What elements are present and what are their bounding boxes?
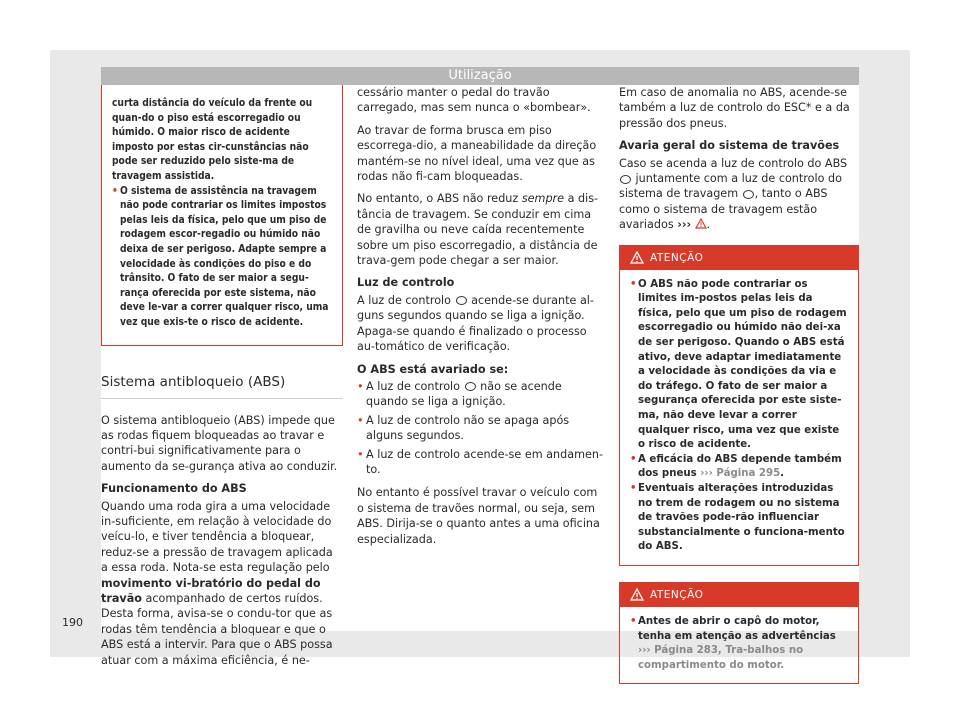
chapter-header: Utilização xyxy=(101,67,859,85)
subheading: O ABS está avariado se: xyxy=(357,362,509,376)
bullet-icon: • xyxy=(630,453,637,465)
list-item: • A luz de controlo acende-se em andamen-to. xyxy=(357,447,603,476)
warning-header xyxy=(620,246,858,270)
paragraph: Quando uma roda gira a uma velocidade in-suficiente, em relação à velocidade do veícu-lo, e tiver tendência a bloquear, reduz-se a pressão de travagem aplicada a essa roda. Nota-se esta regulação pelo movimento vi-bratório do pedal do travão acompanhado de certos ruídos. Desta forma, avisa-se o condu-tor que as rodas têm tendência a bloquear e que o ABS está a intervir. Para que o ABS possa atuar com a máxima eficiência, é ne- xyxy=(101,499,333,667)
warning-box-continuation xyxy=(101,85,343,346)
bullet-icon: • xyxy=(112,185,118,197)
warning-bullet: • Antes de abrir o capô do motor, tenha em atenção as advertências ››› Página 283, Tra-balhos no compartimento do motor. xyxy=(630,615,848,673)
page-content xyxy=(101,85,859,671)
abs-warning-lamp-icon xyxy=(465,382,476,391)
warning-heading: ATENÇÃO xyxy=(650,588,704,601)
warning-box xyxy=(619,582,859,684)
warning-bullet: • Eventuais alterações introduzidas no trem de rodagem ou no sistema de travões pode-rão influenciar substancialmente o funciona-mento do ABS. xyxy=(630,482,848,555)
emphasis-text: sempre xyxy=(521,192,565,206)
subheading: Luz de controlo xyxy=(357,276,455,290)
warning-bullet-text: O sistema de assistência na travagem não pode contrariar os limites impostos pelas leis da física, pelo que um piso de rodagem escor-regadio ou húmido não deixa de ser perigoso. Adapte sempre a velocidade às condições do piso e do trânsito. O fato de ser maior a segu-rança oferecida por este sistema, não deve le-var a correr qualquer risco, uma vez que exis-te o risco de acidente. xyxy=(120,185,329,328)
warning-body xyxy=(620,270,858,565)
warning-bullet xyxy=(112,185,332,331)
warning-header xyxy=(620,583,858,607)
subheading: Avaria geral do sistema de travões xyxy=(619,139,840,153)
warning-text: curta distância do veículo da frente ou quan-do o piso está escorregadio ou húmido. O maior risco de acidente imposto por estas cir-cunstâncias não pode ser reduzido pelo siste-ma de travagem assistida. xyxy=(112,98,313,182)
column-1 xyxy=(101,85,343,675)
warning-bullet: • A eficácia do ABS depende também dos pneus ››› Página 295. xyxy=(630,453,848,482)
paragraph: No entanto é possível travar o veículo com o sistema de travões normal, ou seja, sem ABS. Dirija-se o quanto antes a uma oficina especializada. xyxy=(357,486,600,546)
bullet-icon: • xyxy=(630,482,637,494)
abs-warning-lamp-icon xyxy=(456,296,467,305)
warning-heading: ATENÇÃO xyxy=(650,251,704,264)
subheading: Funcionamento do ABS xyxy=(101,482,247,496)
bullet-icon: • xyxy=(357,413,364,427)
page-reference-link[interactable]: ››› Página 283, Tra-balhos no compartimento do motor. xyxy=(638,645,804,671)
paragraph: Caso se acenda a luz de controlo do ABS juntamente com a luz de controlo do sistema de travagem , tanto o ABS como o sistema de travagem estão avariados ››› . xyxy=(619,156,848,232)
page-reference-link[interactable]: ››› Página 295 xyxy=(700,468,781,480)
list-item: • A luz de controlo não se apaga após alguns segundos. xyxy=(357,413,570,443)
emphasis-text: movimento vi-bratório do pedal do travão xyxy=(101,576,321,605)
column-3 xyxy=(619,85,859,684)
column-2 xyxy=(357,85,605,554)
warning-box xyxy=(619,245,859,566)
bullet-icon: • xyxy=(357,379,364,393)
bullet-icon: • xyxy=(357,447,364,461)
paragraph: cessário manter o pedal do travão carregado, mas sem nunca o «bombear». xyxy=(357,86,591,115)
page-number: 190 xyxy=(62,616,83,629)
bullet-icon: • xyxy=(630,615,637,627)
paragraph: Em caso de anomalia no ABS, acende-se também a luz de controlo do ESC* e a da pressão dos pneus. xyxy=(619,86,850,130)
warning-body xyxy=(620,607,858,683)
section-title: Sistema antibloqueio (ABS) xyxy=(101,374,343,399)
warning-triangle-icon xyxy=(630,588,644,601)
abs-warning-lamp-icon xyxy=(620,175,631,184)
warning-triangle-icon xyxy=(695,218,707,229)
paragraph: No entanto, o ABS não reduz sempre a dis-tância de travagem. Se conduzir em cima de gravilha ou neve caída recentemente sobre um piso escorregadio, a distância de trava-gem pode chegar a ser maior. xyxy=(357,192,599,268)
paragraph: O sistema antibloqueio (ABS) impede que as rodas fiquem bloqueadas ao travar e contri-bui significativamente para o aumento da se-gurança ativa ao conduzir. xyxy=(101,413,338,473)
bullet-icon: • xyxy=(630,278,637,290)
cross-reference-arrows: ››› xyxy=(677,218,692,232)
warning-triangle-icon xyxy=(630,251,644,264)
list-item: • A luz de controlo não se acende quando se liga a ignição. xyxy=(357,379,562,409)
warning-bullet: • O ABS não pode contrariar os limites im-postos pelas leis da física, pelo que um piso de rodagem escorregadio ou húmido não dei-xa de ser perigoso. Quando o ABS está ativo, deve adaptar imediatamente a velocidade às condições da via e do tráfego. O fato de ser maior a segurança oferecida por este siste-ma, não deve levar a correr qualquer risco, uma vez que existe o risco de acidente. xyxy=(630,278,848,453)
paragraph: Ao travar de forma brusca em piso escorrega-dio, a maneabilidade da direção mantém-se no nível ideal, uma vez que as rodas não fi-cam bloqueadas. xyxy=(357,123,597,184)
paragraph: A luz de controlo acende-se durante al-guns segundos quando se liga a ignição. Apaga-se quando é finalizado o processo au-tomático de verificação. xyxy=(357,293,594,354)
brake-warning-lamp-icon xyxy=(743,190,754,199)
